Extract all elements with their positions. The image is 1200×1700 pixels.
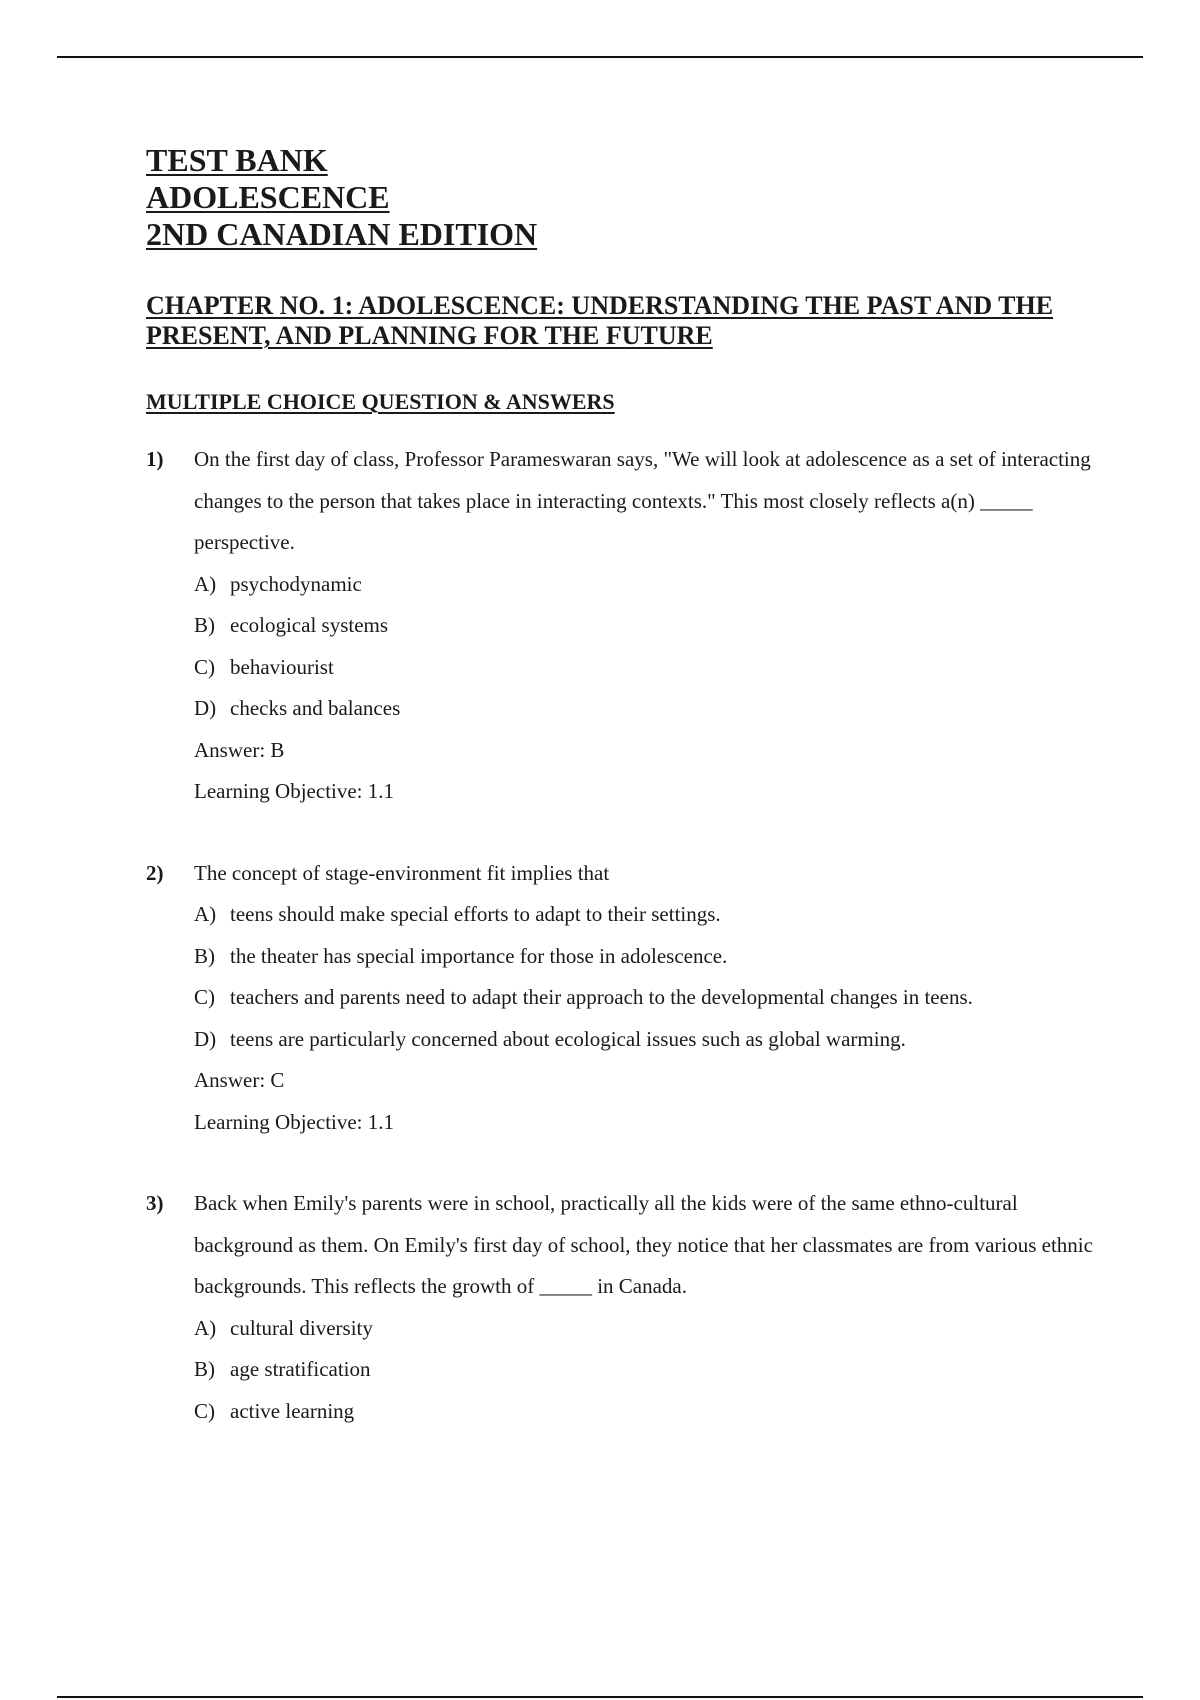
option-letter: B) xyxy=(194,1357,215,1381)
option-letter: A) xyxy=(194,571,217,596)
option-a xyxy=(194,894,1106,936)
option-b xyxy=(194,605,1106,647)
option-text: behaviourist xyxy=(230,654,334,679)
option-b xyxy=(194,1349,1106,1391)
answer-line: Answer: B xyxy=(194,737,285,762)
option-text: teens should make special efforts to adapt to their settings. xyxy=(230,902,721,926)
title-line-3: 2ND CANADIAN EDITION xyxy=(146,216,538,252)
option-letter: B) xyxy=(194,943,215,968)
option-d xyxy=(194,688,1106,730)
question-number: 3) xyxy=(146,1191,164,1215)
option-a xyxy=(194,564,1106,606)
option-text: teens are particularly concerned about ecological issues such as global warming. xyxy=(230,1026,906,1051)
option-d xyxy=(194,1019,1106,1061)
question-text: Back when Emily's parents were in school, practically all the kids were of the same ethno-cultural background as them. On Emily's first day of school, they notice that her classmates are from various ethnic backgrounds. This reflects the growth of _____ in Canada. xyxy=(194,1191,1093,1298)
option-text: the theater has special importance for those in adolescence. xyxy=(230,943,728,968)
option-text: cultural diversity xyxy=(230,1315,373,1340)
question-text: On the first day of class, Professor Parameswaran says, "We will look at adolescence as a set of interacting changes to the person that takes place in interacting contexts." This most closely reflects a(n) _____ perspective. xyxy=(194,447,1091,554)
option-letter: D) xyxy=(194,696,217,720)
question-1 xyxy=(146,439,1106,813)
option-c xyxy=(194,1391,1106,1433)
question-list xyxy=(146,439,1106,1432)
title-line-2: ADOLESCENCE xyxy=(146,179,390,215)
option-a xyxy=(194,1308,1106,1350)
option-letter: D) xyxy=(194,1026,217,1051)
option-letter: A) xyxy=(194,1315,217,1340)
question-number: 1) xyxy=(146,447,164,471)
option-text: teachers and parents need to adapt their approach to the developmental changes in teens. xyxy=(230,985,973,1009)
document-body xyxy=(146,142,1106,1432)
question-text: The concept of stage-environment fit implies that xyxy=(194,860,610,885)
question-3 xyxy=(146,1183,1106,1432)
chapter-line-1: CHAPTER NO. 1: ADOLESCENCE: UNDERSTANDING THE PAST AND THE xyxy=(146,291,1054,320)
learning-objective: Learning Objective: 1.1 xyxy=(194,1109,395,1134)
bottom-rule xyxy=(57,1696,1143,1698)
option-letter: A) xyxy=(194,902,217,926)
title-line-1: TEST BANK xyxy=(146,142,328,178)
option-letter: C) xyxy=(194,1398,215,1423)
answer-line: Answer: C xyxy=(194,1068,285,1092)
option-c xyxy=(194,977,1106,1019)
question-number: 2) xyxy=(146,860,164,885)
document-title xyxy=(146,142,1106,253)
option-text: active learning xyxy=(230,1398,355,1423)
chapter-heading xyxy=(146,291,1106,351)
option-letter: C) xyxy=(194,654,215,679)
chapter-line-2: PRESENT, AND PLANNING FOR THE FUTURE xyxy=(146,321,713,350)
top-rule xyxy=(57,56,1143,58)
option-letter: C) xyxy=(194,985,215,1009)
option-text: ecological systems xyxy=(230,613,389,637)
option-letter: B) xyxy=(194,613,215,637)
section-heading: MULTIPLE CHOICE QUESTION & ANSWERS xyxy=(146,389,615,414)
option-text: age stratification xyxy=(230,1357,371,1381)
option-b xyxy=(194,936,1106,978)
option-text: psychodynamic xyxy=(230,571,362,596)
option-c xyxy=(194,647,1106,689)
learning-objective: Learning Objective: 1.1 xyxy=(194,779,395,803)
option-text: checks and balances xyxy=(230,696,401,720)
question-2 xyxy=(146,853,1106,1144)
